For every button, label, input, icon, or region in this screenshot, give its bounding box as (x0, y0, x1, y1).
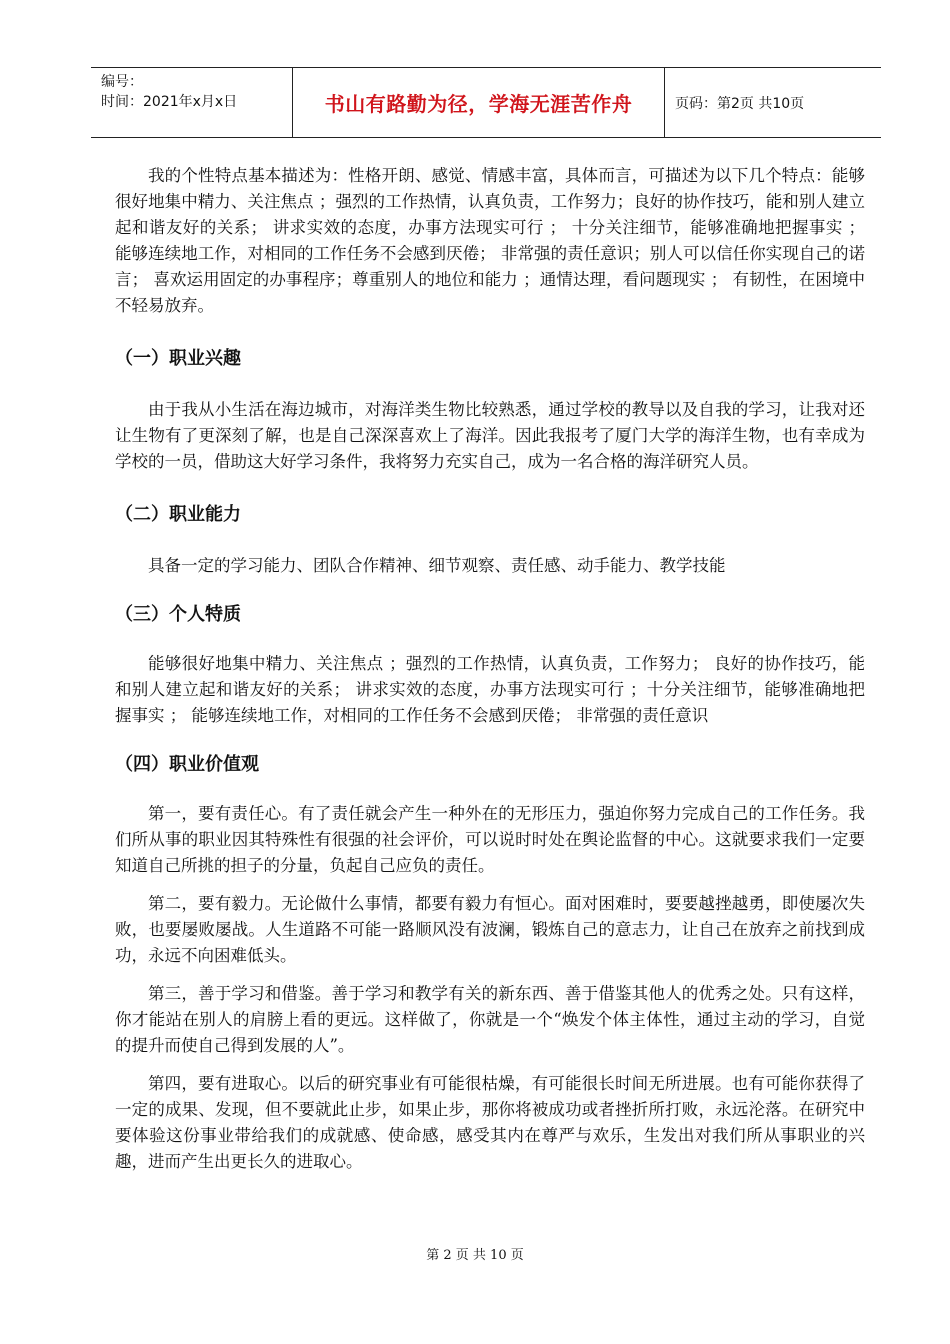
paragraph-ability: 具备一定的学习能力、团队合作精神、细节观察、责任感、动手能力、教学技能 (148, 556, 726, 575)
paragraph-values-3: 第三，善于学习和借鉴。善于学习和教学有关的新东西、善于借鉴其他人的优秀之处。只有这样，你才能站在别人的肩膀上看的更远。这样做了，你就是一个“焕发个体主体性，通过主动的学习，自觉的提升而使自己得到发展的人”。 (115, 984, 865, 1055)
page-header (91, 67, 881, 138)
intro-paragraph: 我的个性特点基本描述为：性格开朗、感觉、情感丰富，具体而言，可描述为以下几个特点：能够很好地集中精力、关注焦点 ；强烈的工作热情，认真负责，工作努力；良好的协作技巧，能和别人建立起和谐友好的关系； 讲求实效的态度，办事方法现实可行 ； 十分关注细节，能够准确地把握事实 ； 能够连续地工作，对相同的工作任务不会感到厌倦； 非常强的责任意识；别人可以信任你实现自己的诺言； 喜欢运用固定的办事程序；尊重别人的地位和能力 ；通情达理，看问题现实 ； 有韧性，在困境中不轻易放弃。 (115, 166, 865, 315)
paragraph-values-2: 第二，要有毅力。无论做什么事情，都要有毅力有恒心。面对困难时，要要越挫越勇，即使屡次失败，也要屡败屡战。人生道路不可能一路顺风没有波澜，锻炼自己的意志力，让自己在放弃之前找到成功，永远不向困难低头。 (115, 894, 865, 965)
paragraph-values-4: 第四，要有进取心。以后的研究事业有可能很枯燥，有可能很长时间无所进展。也有可能你获得了一定的成果、发现，但不要就此止步，如果止步，那你将被成功或者挫折所打败，永远沦落。在研究中要体验这份事业带给我们的成就感、使命感，感受其内在尊严与欢乐，生发出对我们所从事职业的兴趣，进而产生出更长久的进取心。 (115, 1074, 865, 1171)
header-page-info: 页码：第2页 共10页 (675, 95, 805, 112)
document-body (115, 163, 865, 1175)
page-footer: 第 2 页 共 10 页 (426, 1248, 524, 1263)
time-label: 时间：2021年x月x日 (101, 94, 238, 110)
number-label: 编号： (101, 74, 143, 90)
paragraph-interest: 由于我从小生活在海边城市，对海洋类生物比较熟悉，通过学校的教导以及自我的学习，让我对还让生物有了更深刻了解，也是自己深深喜欢上了海洋。因此我报考了厦门大学的海洋生物，也有幸成为学校的一员，借助这大好学习条件，我将努力充实自己，成为一名合格的海洋研究人员。 (115, 400, 865, 471)
motto: 书山有路勤为径，学海无涯苦作舟 (292, 68, 665, 137)
section-heading-ability: （二）职业能力 (115, 504, 241, 525)
header-meta (91, 68, 292, 137)
section-heading-values: （四）职业价值观 (115, 754, 259, 775)
section-heading-interest: （一）职业兴趣 (115, 348, 241, 369)
paragraph-traits: 能够很好地集中精力、关注焦点 ；强烈的工作热情，认真负责，工作努力； 良好的协作技巧，能和别人建立起和谐友好的关系； 讲求实效的态度，办事方法现实可行 ；十分关注细节，能够准确地把握事实 ； 能够连续地工作，对相同的工作任务不会感到厌倦； 非常强的责任意识 (115, 654, 865, 725)
section-heading-traits: （三）个人特质 (115, 604, 241, 625)
paragraph-values-1: 第一，要有责任心。有了责任就会产生一种外在的无形压力，强迫你努力完成自己的工作任务。我们所从事的职业因其特殊性有很强的社会评价，可以说时时处在舆论监督的中心。这就要求我们一定要知道自己所挑的担子的分量，负起自己应负的责任。 (115, 804, 865, 875)
